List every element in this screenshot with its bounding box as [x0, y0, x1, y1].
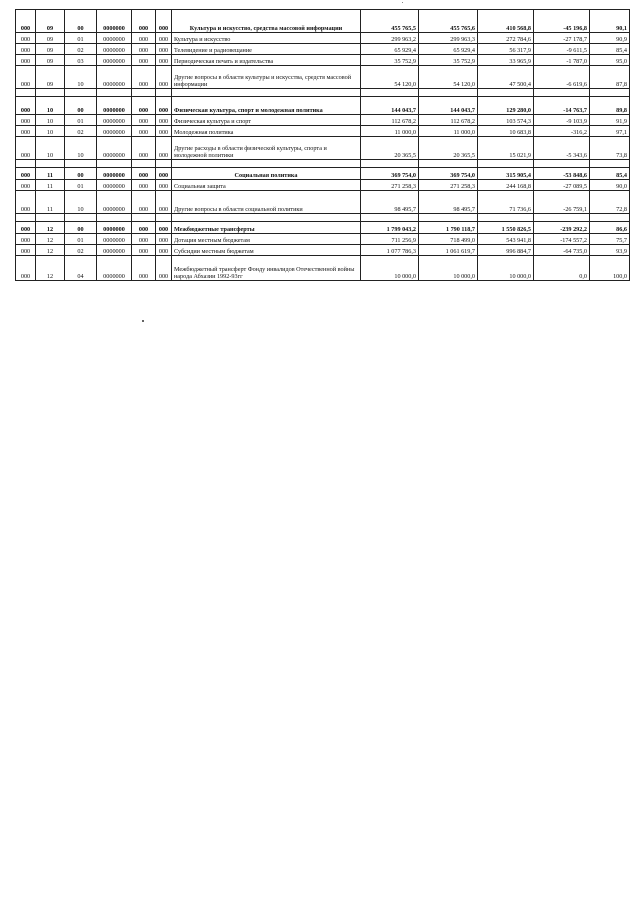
item-name-cell: Социальная политика	[172, 168, 361, 180]
approved-amount-cell: 20 365,5	[361, 137, 419, 160]
table-row	[16, 180, 630, 191]
code-kind-cell: 000	[156, 115, 172, 126]
code-subsection-cell: 04	[65, 256, 97, 281]
spacer-cell	[419, 214, 478, 222]
code-kind-cell: 000	[156, 97, 172, 115]
item-name-cell: Культура и искусство	[172, 33, 361, 44]
code-target-cell: 0000000	[97, 191, 132, 214]
code-type-cell: 000	[132, 10, 156, 33]
code-type-cell: 000	[132, 245, 156, 256]
budget-table-sheet	[15, 9, 629, 281]
code-subsection-cell: 10	[65, 137, 97, 160]
code-type-cell: 000	[132, 180, 156, 191]
deviation-amount-cell: -5 343,6	[534, 137, 590, 160]
approved-amount-cell: 112 678,2	[361, 115, 419, 126]
executed-amount-cell: 1 550 826,5	[478, 222, 534, 234]
code-column-1-cell: 000	[16, 137, 36, 160]
refined-amount-cell: 271 258,3	[419, 180, 478, 191]
code-kind-cell: 000	[156, 66, 172, 89]
code-section-cell: 09	[36, 55, 65, 66]
spacer-cell	[156, 160, 172, 168]
code-subsection-cell: 01	[65, 180, 97, 191]
code-target-cell: 0000000	[97, 168, 132, 180]
execution-percent-cell: 90,1	[590, 10, 630, 33]
executed-amount-cell: 47 500,4	[478, 66, 534, 89]
code-type-cell: 000	[132, 97, 156, 115]
spacer-cell	[16, 160, 36, 168]
section-total-row	[16, 97, 630, 115]
executed-amount-cell: 15 021,9	[478, 137, 534, 160]
approved-amount-cell: 271 258,3	[361, 180, 419, 191]
code-column-1-cell: 000	[16, 115, 36, 126]
spacer-cell	[156, 89, 172, 97]
spacer-row	[16, 214, 630, 222]
item-name-cell: Физическая культура и спорт	[172, 115, 361, 126]
code-target-cell: 0000000	[97, 97, 132, 115]
spacer-cell	[132, 214, 156, 222]
code-target-cell: 0000000	[97, 33, 132, 44]
approved-amount-cell: 54 120,0	[361, 66, 419, 89]
code-section-cell: 12	[36, 256, 65, 281]
refined-amount-cell: 455 765,6	[419, 10, 478, 33]
approved-amount-cell: 98 495,7	[361, 191, 419, 214]
approved-amount-cell: 10 000,0	[361, 256, 419, 281]
code-subsection-cell: 00	[65, 168, 97, 180]
code-section-cell: 11	[36, 168, 65, 180]
executed-amount-cell: 315 905,4	[478, 168, 534, 180]
item-name-cell: Другие расходы в области физической культуры, спорта и молодежной политики	[172, 137, 361, 160]
code-subsection-cell: 00	[65, 222, 97, 234]
spacer-cell	[65, 89, 97, 97]
deviation-amount-cell: -6 619,6	[534, 66, 590, 89]
execution-percent-cell: 73,8	[590, 137, 630, 160]
code-kind-cell: 000	[156, 245, 172, 256]
refined-amount-cell: 112 678,2	[419, 115, 478, 126]
refined-amount-cell: 98 495,7	[419, 191, 478, 214]
item-name-cell: Межбюджетный трансферт Фонду инвалидов Отечественной войны народа Абхазии 1992-93гг	[172, 256, 361, 281]
code-section-cell: 12	[36, 234, 65, 245]
deviation-amount-cell: -53 848,6	[534, 168, 590, 180]
code-column-1-cell: 000	[16, 55, 36, 66]
deviation-amount-cell: -316,2	[534, 126, 590, 137]
table-row	[16, 115, 630, 126]
spacer-cell	[590, 214, 630, 222]
executed-amount-cell: 103 574,3	[478, 115, 534, 126]
spacer-row	[16, 160, 630, 168]
executed-amount-cell: 543 941,8	[478, 234, 534, 245]
execution-percent-cell: 91,9	[590, 115, 630, 126]
table-row	[16, 256, 630, 281]
code-target-cell: 0000000	[97, 66, 132, 89]
refined-amount-cell: 35 752,9	[419, 55, 478, 66]
code-column-1-cell: 000	[16, 180, 36, 191]
execution-percent-cell: 93,9	[590, 245, 630, 256]
code-section-cell: 10	[36, 126, 65, 137]
code-subsection-cell: 01	[65, 234, 97, 245]
code-kind-cell: 000	[156, 256, 172, 281]
item-name-cell: Периодическая печать и издательства	[172, 55, 361, 66]
code-type-cell: 000	[132, 137, 156, 160]
spacer-row	[16, 89, 630, 97]
code-section-cell: 11	[36, 180, 65, 191]
code-kind-cell: 000	[156, 222, 172, 234]
code-kind-cell: 000	[156, 55, 172, 66]
refined-amount-cell: 54 120,0	[419, 66, 478, 89]
spacer-cell	[478, 214, 534, 222]
code-column-1-cell: 000	[16, 33, 36, 44]
code-column-1-cell: 000	[16, 245, 36, 256]
executed-amount-cell: 10 000,0	[478, 256, 534, 281]
section-total-row	[16, 10, 630, 33]
spacer-cell	[172, 160, 361, 168]
code-type-cell: 000	[132, 191, 156, 214]
spacer-cell	[36, 214, 65, 222]
code-kind-cell: 000	[156, 10, 172, 33]
code-kind-cell: 000	[156, 234, 172, 245]
code-kind-cell: 000	[156, 180, 172, 191]
item-name-cell: Культура и искусство, средства массовой информации	[172, 10, 361, 33]
code-column-1-cell: 000	[16, 256, 36, 281]
spacer-cell	[172, 214, 361, 222]
code-section-cell: 09	[36, 33, 65, 44]
code-subsection-cell: 01	[65, 115, 97, 126]
spacer-cell	[172, 89, 361, 97]
code-type-cell: 000	[132, 256, 156, 281]
code-column-1-cell: 000	[16, 97, 36, 115]
spacer-cell	[361, 214, 419, 222]
execution-percent-cell: 90,9	[590, 33, 630, 44]
spacer-cell	[534, 214, 590, 222]
code-section-cell: 11	[36, 191, 65, 214]
item-name-cell: Другие вопросы в области культуры и искусства, средств массовой информации	[172, 66, 361, 89]
spacer-cell	[419, 160, 478, 168]
table-row	[16, 245, 630, 256]
code-column-1-cell: 000	[16, 66, 36, 89]
table-row	[16, 234, 630, 245]
execution-percent-cell: 87,8	[590, 66, 630, 89]
deviation-amount-cell: -1 787,0	[534, 55, 590, 66]
code-column-1-cell: 000	[16, 44, 36, 55]
spacer-cell	[16, 89, 36, 97]
code-target-cell: 0000000	[97, 245, 132, 256]
scan-speck	[142, 320, 144, 322]
code-section-cell: 10	[36, 97, 65, 115]
code-section-cell: 09	[36, 66, 65, 89]
code-type-cell: 000	[132, 222, 156, 234]
code-type-cell: 000	[132, 55, 156, 66]
code-target-cell: 0000000	[97, 234, 132, 245]
code-column-1-cell: 000	[16, 168, 36, 180]
refined-amount-cell: 144 043,7	[419, 97, 478, 115]
executed-amount-cell: 56 317,9	[478, 44, 534, 55]
code-kind-cell: 000	[156, 191, 172, 214]
code-type-cell: 000	[132, 126, 156, 137]
code-subsection-cell: 01	[65, 33, 97, 44]
item-name-cell: Молодежная политика	[172, 126, 361, 137]
code-target-cell: 0000000	[97, 10, 132, 33]
code-type-cell: 000	[132, 66, 156, 89]
code-target-cell: 0000000	[97, 256, 132, 281]
code-section-cell: 09	[36, 10, 65, 33]
code-column-1-cell: 000	[16, 126, 36, 137]
code-target-cell: 0000000	[97, 126, 132, 137]
code-column-1-cell: 000	[16, 10, 36, 33]
code-type-cell: 000	[132, 33, 156, 44]
deviation-amount-cell: -239 292,2	[534, 222, 590, 234]
code-kind-cell: 000	[156, 126, 172, 137]
spacer-cell	[156, 214, 172, 222]
item-name-cell: Телевидение и радиовещание	[172, 44, 361, 55]
section-total-row	[16, 168, 630, 180]
spacer-cell	[590, 89, 630, 97]
code-target-cell: 0000000	[97, 222, 132, 234]
code-subsection-cell: 02	[65, 44, 97, 55]
executed-amount-cell: 33 965,9	[478, 55, 534, 66]
spacer-cell	[590, 160, 630, 168]
code-type-cell: 000	[132, 44, 156, 55]
refined-amount-cell: 20 365,5	[419, 137, 478, 160]
approved-amount-cell: 1 799 043,2	[361, 222, 419, 234]
code-subsection-cell: 03	[65, 55, 97, 66]
refined-amount-cell: 65 929,4	[419, 44, 478, 55]
code-subsection-cell: 02	[65, 126, 97, 137]
execution-percent-cell: 75,7	[590, 234, 630, 245]
spacer-cell	[65, 214, 97, 222]
execution-percent-cell: 89,8	[590, 97, 630, 115]
code-type-cell: 000	[132, 168, 156, 180]
refined-amount-cell: 718 499,0	[419, 234, 478, 245]
code-type-cell: 000	[132, 115, 156, 126]
execution-percent-cell: 97,1	[590, 126, 630, 137]
refined-amount-cell: 1 790 118,7	[419, 222, 478, 234]
table-row	[16, 33, 630, 44]
item-name-cell: Межбюджетные трансферты	[172, 222, 361, 234]
table-row	[16, 137, 630, 160]
section-total-row	[16, 222, 630, 234]
deviation-amount-cell: -9 103,9	[534, 115, 590, 126]
spacer-cell	[132, 89, 156, 97]
execution-percent-cell: 100,0	[590, 256, 630, 281]
executed-amount-cell: 129 280,0	[478, 97, 534, 115]
deviation-amount-cell: -26 759,1	[534, 191, 590, 214]
approved-amount-cell: 455 765,5	[361, 10, 419, 33]
budget-table	[15, 9, 630, 281]
executed-amount-cell: 410 568,8	[478, 10, 534, 33]
item-name-cell: Другие вопросы в области социальной политики	[172, 191, 361, 214]
code-column-1-cell: 000	[16, 234, 36, 245]
execution-percent-cell: 85,4	[590, 168, 630, 180]
deviation-amount-cell: -27 089,5	[534, 180, 590, 191]
code-subsection-cell: 00	[65, 10, 97, 33]
refined-amount-cell: 10 000,0	[419, 256, 478, 281]
spacer-cell	[132, 160, 156, 168]
code-subsection-cell: 10	[65, 191, 97, 214]
executed-amount-cell: 272 784,6	[478, 33, 534, 44]
code-target-cell: 0000000	[97, 55, 132, 66]
approved-amount-cell: 11 000,0	[361, 126, 419, 137]
code-column-1-cell: 000	[16, 222, 36, 234]
approved-amount-cell: 369 754,0	[361, 168, 419, 180]
execution-percent-cell: 86,6	[590, 222, 630, 234]
deviation-amount-cell: -64 735,0	[534, 245, 590, 256]
spacer-cell	[97, 89, 132, 97]
approved-amount-cell: 65 929,4	[361, 44, 419, 55]
executed-amount-cell: 244 168,8	[478, 180, 534, 191]
table-row	[16, 55, 630, 66]
executed-amount-cell: 996 884,7	[478, 245, 534, 256]
executed-amount-cell: 10 683,8	[478, 126, 534, 137]
code-section-cell: 10	[36, 137, 65, 160]
spacer-cell	[534, 89, 590, 97]
spacer-cell	[478, 89, 534, 97]
spacer-cell	[97, 160, 132, 168]
item-name-cell: Субсидии местным бюджетам	[172, 245, 361, 256]
table-body	[16, 10, 630, 281]
code-subsection-cell: 10	[65, 66, 97, 89]
code-kind-cell: 000	[156, 33, 172, 44]
deviation-amount-cell: -174 557,2	[534, 234, 590, 245]
code-target-cell: 0000000	[97, 137, 132, 160]
refined-amount-cell: 299 963,3	[419, 33, 478, 44]
code-section-cell: 12	[36, 245, 65, 256]
code-target-cell: 0000000	[97, 180, 132, 191]
deviation-amount-cell: -9 611,5	[534, 44, 590, 55]
execution-percent-cell: 85,4	[590, 44, 630, 55]
execution-percent-cell: 72,8	[590, 191, 630, 214]
deviation-amount-cell: 0,0	[534, 256, 590, 281]
execution-percent-cell: 90,0	[590, 180, 630, 191]
item-name-cell: Социальная защита	[172, 180, 361, 191]
spacer-cell	[97, 214, 132, 222]
table-row	[16, 66, 630, 89]
code-kind-cell: 000	[156, 168, 172, 180]
scan-speck	[402, 2, 403, 3]
refined-amount-cell: 369 754,0	[419, 168, 478, 180]
approved-amount-cell: 1 077 786,3	[361, 245, 419, 256]
approved-amount-cell: 711 256,9	[361, 234, 419, 245]
code-target-cell: 0000000	[97, 44, 132, 55]
spacer-cell	[36, 89, 65, 97]
spacer-cell	[16, 214, 36, 222]
item-name-cell: Дотация местным бюджетам	[172, 234, 361, 245]
code-target-cell: 0000000	[97, 115, 132, 126]
code-subsection-cell: 02	[65, 245, 97, 256]
deviation-amount-cell: -27 178,7	[534, 33, 590, 44]
executed-amount-cell: 71 736,6	[478, 191, 534, 214]
spacer-cell	[534, 160, 590, 168]
spacer-cell	[65, 160, 97, 168]
code-kind-cell: 000	[156, 137, 172, 160]
table-row	[16, 44, 630, 55]
item-name-cell: Физическая культура, спорт и молодежная политика	[172, 97, 361, 115]
table-row	[16, 126, 630, 137]
execution-percent-cell: 95,0	[590, 55, 630, 66]
code-section-cell: 09	[36, 44, 65, 55]
refined-amount-cell: 1 061 619,7	[419, 245, 478, 256]
spacer-cell	[361, 160, 419, 168]
code-section-cell: 12	[36, 222, 65, 234]
code-type-cell: 000	[132, 234, 156, 245]
deviation-amount-cell: -14 763,7	[534, 97, 590, 115]
spacer-cell	[478, 160, 534, 168]
code-kind-cell: 000	[156, 44, 172, 55]
code-column-1-cell: 000	[16, 191, 36, 214]
deviation-amount-cell: -45 196,8	[534, 10, 590, 33]
approved-amount-cell: 299 963,2	[361, 33, 419, 44]
spacer-cell	[419, 89, 478, 97]
approved-amount-cell: 35 752,9	[361, 55, 419, 66]
table-row	[16, 191, 630, 214]
spacer-cell	[36, 160, 65, 168]
approved-amount-cell: 144 043,7	[361, 97, 419, 115]
code-subsection-cell: 00	[65, 97, 97, 115]
code-section-cell: 10	[36, 115, 65, 126]
refined-amount-cell: 11 000,0	[419, 126, 478, 137]
spacer-cell	[361, 89, 419, 97]
